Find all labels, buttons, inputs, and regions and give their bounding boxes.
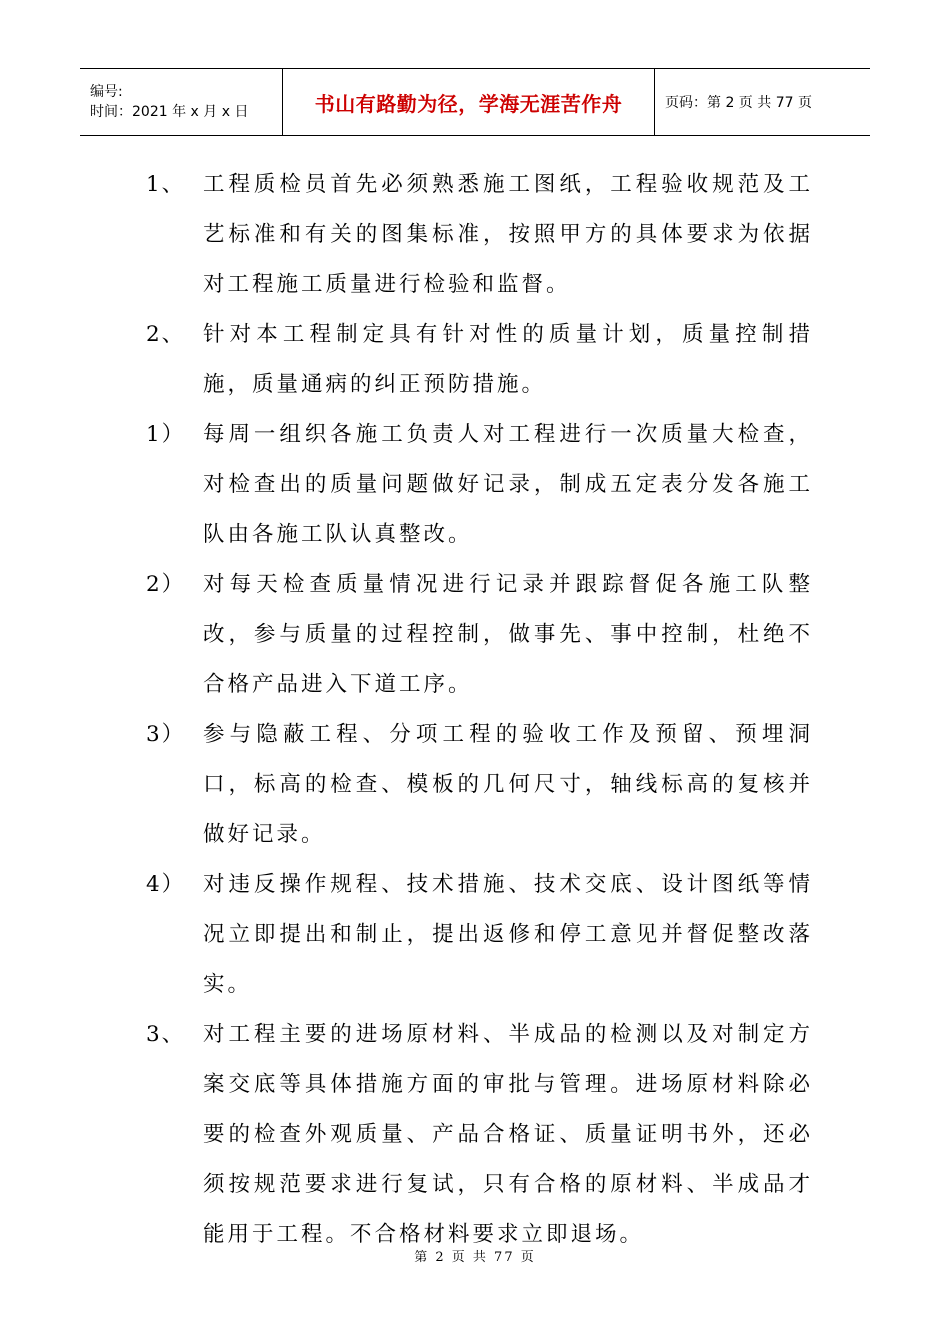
item-text: 针对本工程制定具有针对性的质量计划，质量控制措施，质量通病的纠正预防措施。 — [203, 322, 813, 397]
item-number: 3、 — [146, 1022, 186, 1047]
header-slogan: 书山有路勤为径，学海无涯苦作舟 — [314, 91, 623, 116]
item-text: 每周一组织各施工负责人对工程进行一次质量大检查，对检查出的质量问题做好记录，制成五定表分发各施工队由各施工队认真整改。 — [203, 422, 813, 547]
list-item — [0, 1010, 950, 1260]
header-page-label: 页码：第 2 页 共 77 页 — [665, 95, 812, 111]
document-time-label: 时间：2021 年 x 月 x 日 — [90, 104, 249, 120]
item-number: 1） — [146, 422, 186, 447]
header-page-cell — [655, 69, 870, 135]
document-number-label: 编号: — [90, 84, 123, 100]
header-meta — [80, 69, 283, 135]
item-text: 对工程主要的进场原材料、半成品的检测以及对制定方案交底等具体措施方面的审批与管理。进场原材料除必要的检查外观质量、产品合格证、质量证明书外，还必须按规范要求进行复试，只有合格的原材料、半成品才能用于工程。不合格材料要求立即退场。 — [203, 1022, 813, 1247]
list-item — [0, 560, 950, 710]
item-number: 3） — [146, 722, 186, 747]
item-number: 4） — [146, 872, 186, 897]
document-body — [0, 160, 950, 1260]
list-item — [0, 860, 950, 1010]
page-header — [80, 68, 870, 136]
item-text: 参与隐蔽工程、分项工程的验收工作及预留、预埋洞口，标高的检查、模板的几何尺寸，轴线标高的复核并做好记录。 — [203, 722, 813, 847]
item-number: 2、 — [146, 322, 186, 347]
item-text: 对每天检查质量情况进行记录并跟踪督促各施工队整改，参与质量的过程控制，做事先、事中控制，杜绝不合格产品进入下道工序。 — [203, 572, 813, 697]
list-item — [0, 410, 950, 560]
item-text: 工程质检员首先必须熟悉施工图纸，工程验收规范及工艺标准和有关的图集标准，按照甲方的具体要求为依据对工程施工质量进行检验和监督。 — [203, 172, 813, 297]
header-slogan-cell — [283, 69, 655, 135]
page-footer: 第 2 页 共 77 页 — [414, 1250, 536, 1265]
list-item — [0, 710, 950, 860]
item-number: 2） — [146, 572, 186, 597]
item-text: 对违反操作规程、技术措施、技术交底、设计图纸等情况立即提出和制止，提出返修和停工意见并督促整改落实。 — [203, 872, 813, 997]
list-item — [0, 310, 950, 410]
item-number: 1、 — [146, 172, 186, 197]
list-item — [0, 160, 950, 310]
